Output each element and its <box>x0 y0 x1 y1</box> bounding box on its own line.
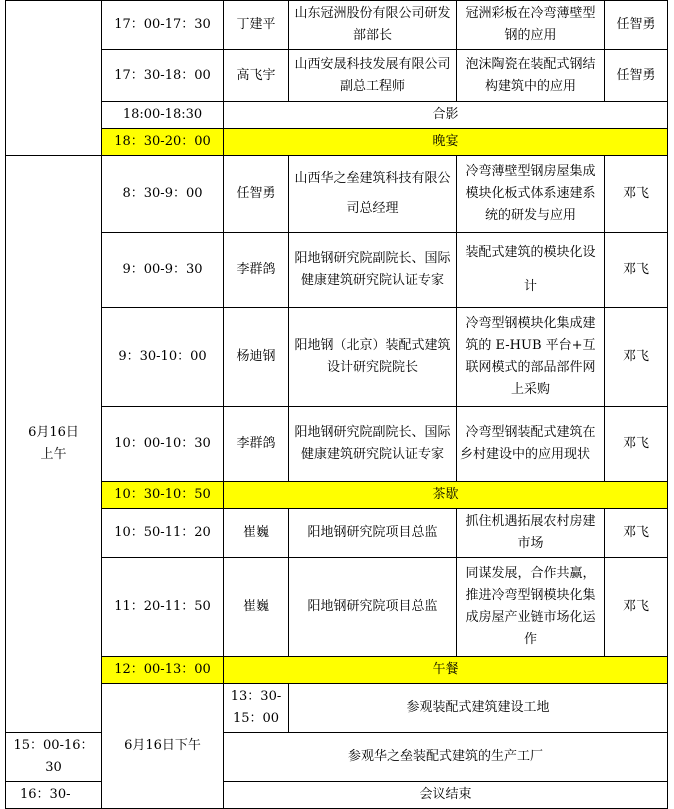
org-cell: 阳地钢研究院副院长、国际健康建筑研究院认证专家 <box>289 407 457 482</box>
event-cell: 会议结束 <box>224 782 668 809</box>
time-cell: 18:00-18:30 <box>102 102 224 129</box>
host-cell: 邓飞 <box>605 156 668 233</box>
day-cell-morning: 6月16日上午 <box>6 156 102 733</box>
host-cell: 任智勇 <box>605 50 668 102</box>
org-cell: 阳地钢研究院副院长、国际健康建筑研究院认证专家 <box>289 233 457 308</box>
time-cell: 17：30-18：00 <box>102 50 224 102</box>
speaker-cell: 杨迪钢 <box>224 308 289 407</box>
table-row <box>6 1 668 50</box>
host-cell: 邓飞 <box>605 308 668 407</box>
org-cell: 山东冠洲股份有限公司研发部部长 <box>289 1 457 50</box>
topic-cell: 冷弯薄壁型钢房屋集成模块化板式体系速建系统的研发与应用 <box>457 156 605 233</box>
time-cell: 8：30-9：00 <box>102 156 224 233</box>
table-row <box>6 156 668 233</box>
table-row <box>6 657 668 684</box>
org-cell: 山西安晟科技发展有限公司副总工程师 <box>289 50 457 102</box>
schedule-table <box>5 0 668 809</box>
table-row <box>6 509 668 558</box>
org-cell: 阳地钢研究院项目总监 <box>289 558 457 657</box>
speaker-cell: 丁建平 <box>224 1 289 50</box>
table-row <box>6 50 668 102</box>
time-cell: 17：00-17：30 <box>102 1 224 50</box>
host-cell: 邓飞 <box>605 407 668 482</box>
host-cell: 邓飞 <box>605 558 668 657</box>
time-cell: 10：50-11：20 <box>102 509 224 558</box>
topic-cell: 冷弯型钢模块化集成建筑的 E-HUB 平台+互联网模式的部品部件网上采购 <box>457 308 605 407</box>
event-cell: 参观装配式建筑建设工地 <box>289 684 668 733</box>
time-cell: 10：00-10：30 <box>102 407 224 482</box>
event-cell: 参观华之垒装配式建筑的生产工厂 <box>224 733 668 782</box>
org-cell: 山西华之垒建筑科技有限公司总经理 <box>289 156 457 233</box>
event-cell: 合影 <box>224 102 668 129</box>
table-row <box>6 407 668 482</box>
speaker-cell: 崔巍 <box>224 558 289 657</box>
event-cell: 午餐 <box>224 657 668 684</box>
org-cell: 阳地钢（北京）装配式建筑设计研究院院长 <box>289 308 457 407</box>
table-row <box>6 233 668 308</box>
topic-cell: 冷弯型钢装配式建筑在乡村建设中的应用现状 <box>457 407 605 482</box>
time-cell: 13：30-15：00 <box>224 684 289 733</box>
host-cell: 任智勇 <box>605 1 668 50</box>
topic-cell: 泡沫陶瓷在装配式钢结构建筑中的应用 <box>457 50 605 102</box>
day-cell-afternoon: 6月16日下午 <box>102 684 224 809</box>
host-cell: 邓飞 <box>605 233 668 308</box>
speaker-cell: 任智勇 <box>224 156 289 233</box>
table-row <box>6 482 668 509</box>
speaker-cell: 崔巍 <box>224 509 289 558</box>
time-cell: 9：00-9：30 <box>102 233 224 308</box>
topic-cell: 装配式建筑的模块化设计 <box>457 233 605 308</box>
table-row <box>6 102 668 129</box>
table-row <box>6 684 668 733</box>
event-cell: 晚宴 <box>224 129 668 156</box>
speaker-cell: 李群鸽 <box>224 407 289 482</box>
time-cell: 18：30-20：00 <box>102 129 224 156</box>
table-row <box>6 558 668 657</box>
table-row <box>6 129 668 156</box>
time-cell: 9：30-10：00 <box>102 308 224 407</box>
time-cell: 16：30- <box>6 782 102 809</box>
org-cell: 阳地钢研究院项目总监 <box>289 509 457 558</box>
time-cell: 11：20-11：50 <box>102 558 224 657</box>
topic-cell: 冠洲彩板在冷弯薄壁型钢的应用 <box>457 1 605 50</box>
time-cell: 15：00-16：30 <box>6 733 102 782</box>
speaker-cell: 李群鸽 <box>224 233 289 308</box>
topic-cell: 抓住机遇拓展农村房建市场 <box>457 509 605 558</box>
host-cell: 邓飞 <box>605 509 668 558</box>
speaker-cell: 高飞宇 <box>224 50 289 102</box>
time-cell: 10：30-10：50 <box>102 482 224 509</box>
time-cell: 12：00-13：00 <box>102 657 224 684</box>
table-row <box>6 308 668 407</box>
day-cell-empty <box>6 1 102 156</box>
event-cell: 茶歇 <box>224 482 668 509</box>
topic-cell: 同谋发展，合作共赢，推进冷弯型钢模块化集成房屋产业链市场化运作 <box>457 558 605 657</box>
